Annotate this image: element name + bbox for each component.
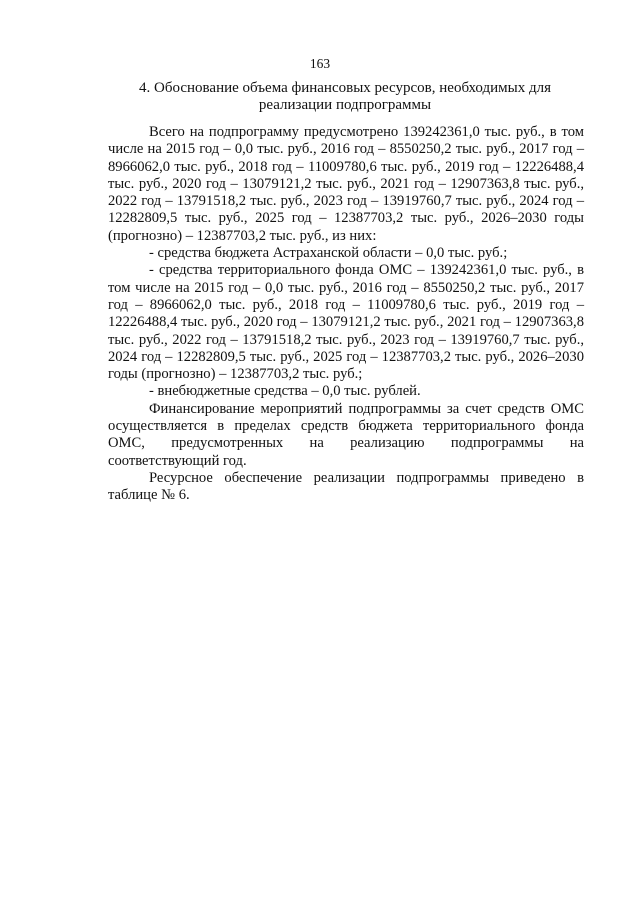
paragraph-financing-oms: Финансирование мероприятий подпрограммы за счет средств ОМС осуществляется в пределах средств бюджета территориального фонда ОМС, предусмотренных на реализацию подпрограммы на соответствующий год.: [108, 400, 584, 469]
section-title: 4. Обоснование объема финансовых ресурсов, необходимых для реализации подпрограммы: [139, 80, 551, 113]
paragraph-total-funding: Всего на подпрограмму предусмотрено 139242361,0 тыс. руб., в том числе на 2015 год – 0,0 тыс. руб., 2016 год – 8550250,2 тыс. руб., 2017 год – 8966062,0 тыс. руб., 2018 год – 11009780,6 тыс. руб., 2019 год – 12226488,4 тыс. руб., 2020 год – 13079121,2 тыс. руб., 2021 год – 12907363,8 тыс. руб., 2022 год – 13791518,2 тыс. руб., 2023 год – 13919760,7 тыс. руб., 2024 год – 12282809,5 тыс. руб., 2025 год – 12387703,2 тыс. руб., 2026–2030 годы (прогнозно) – 12387703,2 тыс. руб., из них:: [108, 124, 584, 244]
page-number: 163: [309, 56, 331, 71]
body-text: [108, 124, 584, 505]
paragraph-oms-fund: - средства территориального фонда ОМС – 139242361,0 тыс. руб., в том числе на 2015 год – 0,0 тыс. руб., 2016 год – 8550250,2 тыс. руб., 2017 год – 8966062,0 тыс. руб., 2018 год – 11009780,6 тыс. руб., 2019 год – 12226488,4 тыс. руб., 2020 год – 13079121,2 тыс. руб., 2021 год – 12907363,8 тыс. руб., 2022 год – 13791518,2 тыс. руб., 2023 год – 13919760,7 тыс. руб., 2024 год – 12282809,5 тыс. руб., 2025 год – 12387703,2 тыс. руб., 2026–2030 годы (прогнозно) – 12387703,2 тыс. руб.;: [108, 262, 584, 383]
paragraph-resource-table-ref: Ресурсное обеспечение реализации подпрограммы приведено в таблице № 6.: [108, 469, 584, 504]
paragraph-regional-budget: - средства бюджета Астраханской области – 0,0 тыс. руб.;: [149, 245, 508, 262]
paragraph-extrabudgetary: - внебюджетные средства – 0,0 тыс. рублей.: [149, 383, 421, 400]
